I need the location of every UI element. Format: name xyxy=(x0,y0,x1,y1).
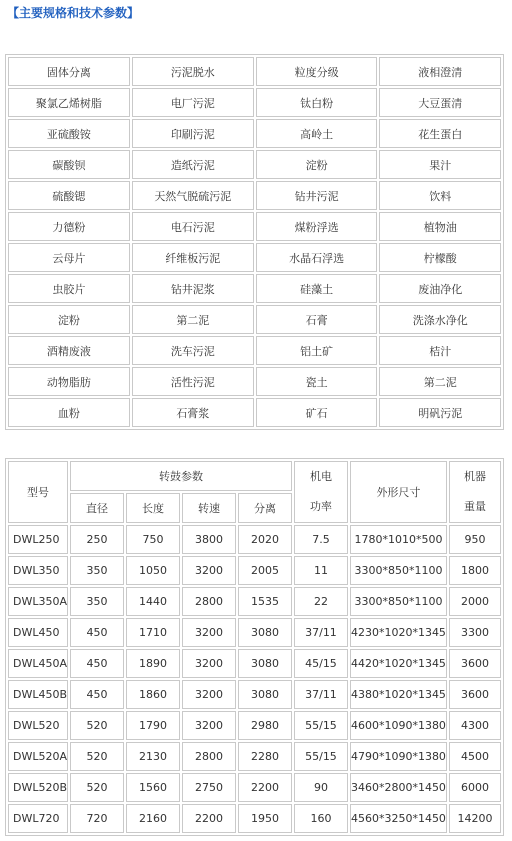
spec-cell-power: 7.5 xyxy=(294,525,348,554)
spec-cell-power: 37/11 xyxy=(294,618,348,647)
spec-cell-speed: 2200 xyxy=(182,804,236,833)
application-cell: 血粉 xyxy=(8,398,130,427)
header-diameter: 直径 xyxy=(70,493,124,523)
application-cell: 粒度分级 xyxy=(256,57,378,86)
application-row xyxy=(8,243,501,272)
spec-cell-model: DWL450B xyxy=(8,680,68,709)
spec-cell-separation: 2200 xyxy=(238,773,292,802)
application-cell: 纤维板污泥 xyxy=(132,243,254,272)
spec-cell-diameter: 450 xyxy=(70,680,124,709)
spec-cell-model: DWL350 xyxy=(8,556,68,585)
spec-row xyxy=(8,742,501,771)
spec-cell-length: 1560 xyxy=(126,773,180,802)
application-cell: 亚硫酸铵 xyxy=(8,119,130,148)
specifications-table-body xyxy=(8,525,501,833)
application-cell: 酒精废液 xyxy=(8,336,130,365)
spec-cell-weight: 2000 xyxy=(449,587,501,616)
spec-row xyxy=(8,556,501,585)
application-row xyxy=(8,305,501,334)
application-row xyxy=(8,57,501,86)
application-cell: 污泥脱水 xyxy=(132,57,254,86)
spec-cell-speed: 3200 xyxy=(182,649,236,678)
application-cell: 聚氯乙烯树脂 xyxy=(8,88,130,117)
spec-cell-length: 1710 xyxy=(126,618,180,647)
application-cell: 硫酸锶 xyxy=(8,181,130,210)
spec-cell-length: 2160 xyxy=(126,804,180,833)
spec-cell-length: 750 xyxy=(126,525,180,554)
application-cell: 虫胶片 xyxy=(8,274,130,303)
spec-cell-diameter: 350 xyxy=(70,556,124,585)
spec-cell-dimensions: 4600*1090*1380 xyxy=(350,711,447,740)
application-row xyxy=(8,274,501,303)
spec-cell-power: 55/15 xyxy=(294,742,348,771)
application-row xyxy=(8,181,501,210)
spec-cell-power: 55/15 xyxy=(294,711,348,740)
header-dimensions: 外形尺寸 xyxy=(350,461,447,523)
application-row xyxy=(8,336,501,365)
header-drum-parameters: 转鼓参数 xyxy=(70,461,292,491)
application-cell: 造纸污泥 xyxy=(132,150,254,179)
header-power xyxy=(294,461,348,523)
application-cell: 柠檬酸 xyxy=(379,243,501,272)
application-cell: 固体分离 xyxy=(8,57,130,86)
spec-cell-separation: 2980 xyxy=(238,711,292,740)
spec-cell-separation: 1950 xyxy=(238,804,292,833)
application-cell: 植物油 xyxy=(379,212,501,241)
application-row xyxy=(8,119,501,148)
application-cell: 动物脂肪 xyxy=(8,367,130,396)
application-row xyxy=(8,367,501,396)
application-cell: 钻井污泥 xyxy=(256,181,378,210)
spec-row xyxy=(8,525,501,554)
header-power-line2: 功率 xyxy=(309,500,332,513)
spec-cell-diameter: 520 xyxy=(70,711,124,740)
application-cell: 铝土矿 xyxy=(256,336,378,365)
spec-cell-separation: 3080 xyxy=(238,649,292,678)
spec-cell-model: DWL520 xyxy=(8,711,68,740)
application-cell: 明矾污泥 xyxy=(379,398,501,427)
spec-cell-weight: 950 xyxy=(449,525,501,554)
spec-cell-length: 1440 xyxy=(126,587,180,616)
spec-cell-length: 2130 xyxy=(126,742,180,771)
spec-cell-diameter: 450 xyxy=(70,649,124,678)
application-cell: 活性污泥 xyxy=(132,367,254,396)
spec-cell-dimensions: 4790*1090*1380 xyxy=(350,742,447,771)
application-cell: 液相澄清 xyxy=(379,57,501,86)
spec-row xyxy=(8,680,501,709)
header-weight xyxy=(449,461,501,523)
spec-cell-power: 90 xyxy=(294,773,348,802)
application-row xyxy=(8,88,501,117)
spec-cell-diameter: 520 xyxy=(70,742,124,771)
spec-cell-dimensions: 3460*2800*1450 xyxy=(350,773,447,802)
spec-cell-power: 160 xyxy=(294,804,348,833)
application-cell: 淀粉 xyxy=(256,150,378,179)
spec-cell-separation: 2280 xyxy=(238,742,292,771)
application-cell: 硅藻土 xyxy=(256,274,378,303)
application-cell: 瓷土 xyxy=(256,367,378,396)
application-cell: 淀粉 xyxy=(8,305,130,334)
application-cell: 第二泥 xyxy=(132,305,254,334)
application-cell: 力德粉 xyxy=(8,212,130,241)
spec-cell-dimensions: 4420*1020*1345 xyxy=(350,649,447,678)
spec-cell-model: DWL450 xyxy=(8,618,68,647)
spec-cell-dimensions: 3300*850*1100 xyxy=(350,587,447,616)
spec-cell-speed: 3200 xyxy=(182,556,236,585)
application-cell: 高岭土 xyxy=(256,119,378,148)
spec-cell-model: DWL720 xyxy=(8,804,68,833)
spec-cell-diameter: 520 xyxy=(70,773,124,802)
spec-cell-dimensions: 4560*3250*1450 xyxy=(350,804,447,833)
application-cell: 洗车污泥 xyxy=(132,336,254,365)
application-cell: 石膏浆 xyxy=(132,398,254,427)
spec-cell-model: DWL350A xyxy=(8,587,68,616)
spec-cell-weight: 14200 xyxy=(449,804,501,833)
spec-cell-power: 22 xyxy=(294,587,348,616)
application-cell: 煤粉浮选 xyxy=(256,212,378,241)
spec-cell-diameter: 250 xyxy=(70,525,124,554)
spec-row xyxy=(8,804,501,833)
spec-cell-diameter: 350 xyxy=(70,587,124,616)
spec-cell-weight: 3300 xyxy=(449,618,501,647)
spec-cell-weight: 4300 xyxy=(449,711,501,740)
header-speed: 转速 xyxy=(182,493,236,523)
application-cell: 洗涤水净化 xyxy=(379,305,501,334)
spec-cell-speed: 2800 xyxy=(182,587,236,616)
spec-cell-length: 1790 xyxy=(126,711,180,740)
application-cell: 云母片 xyxy=(8,243,130,272)
application-cell: 花生蛋白 xyxy=(379,119,501,148)
spec-cell-speed: 3200 xyxy=(182,618,236,647)
application-cell: 钻井泥浆 xyxy=(132,274,254,303)
spec-row xyxy=(8,618,501,647)
application-cell: 印刷污泥 xyxy=(132,119,254,148)
spec-row xyxy=(8,773,501,802)
application-row xyxy=(8,398,501,427)
spec-cell-length: 1860 xyxy=(126,680,180,709)
spec-row xyxy=(8,649,501,678)
application-cell: 大豆蛋清 xyxy=(379,88,501,117)
application-cell: 废油净化 xyxy=(379,274,501,303)
spec-cell-length: 1890 xyxy=(126,649,180,678)
application-cell: 第二泥 xyxy=(379,367,501,396)
spec-cell-length: 1050 xyxy=(126,556,180,585)
application-cell: 天然气脱硫污泥 xyxy=(132,181,254,210)
spec-cell-separation: 2005 xyxy=(238,556,292,585)
spec-cell-speed: 2800 xyxy=(182,742,236,771)
header-weight-line2: 重量 xyxy=(463,500,486,513)
spec-row xyxy=(8,711,501,740)
application-cell: 石膏 xyxy=(256,305,378,334)
spec-cell-dimensions: 1780*1010*500 xyxy=(350,525,447,554)
spec-cell-dimensions: 4380*1020*1345 xyxy=(350,680,447,709)
spec-cell-model: DWL520B xyxy=(8,773,68,802)
spec-cell-model: DWL520A xyxy=(8,742,68,771)
application-cell: 矿石 xyxy=(256,398,378,427)
header-row-1 xyxy=(8,461,501,491)
application-row xyxy=(8,212,501,241)
specifications-table-head xyxy=(8,461,501,523)
spec-cell-speed: 2750 xyxy=(182,773,236,802)
spec-cell-diameter: 450 xyxy=(70,618,124,647)
spec-cell-diameter: 720 xyxy=(70,804,124,833)
applications-table xyxy=(5,54,504,430)
applications-table-body xyxy=(8,57,501,427)
application-cell: 电石污泥 xyxy=(132,212,254,241)
spec-cell-speed: 3200 xyxy=(182,711,236,740)
spec-cell-speed: 3200 xyxy=(182,680,236,709)
spec-cell-power: 45/15 xyxy=(294,649,348,678)
spec-cell-separation: 3080 xyxy=(238,680,292,709)
spec-cell-separation: 2020 xyxy=(238,525,292,554)
spec-cell-dimensions: 4230*1020*1345 xyxy=(350,618,447,647)
spec-cell-separation: 1535 xyxy=(238,587,292,616)
spec-cell-weight: 3600 xyxy=(449,680,501,709)
spec-cell-dimensions: 3300*850*1100 xyxy=(350,556,447,585)
spec-cell-speed: 3800 xyxy=(182,525,236,554)
header-power-line1: 机电 xyxy=(309,470,332,483)
application-cell: 果汁 xyxy=(379,150,501,179)
header-model: 型号 xyxy=(8,461,68,523)
application-cell: 电厂污泥 xyxy=(132,88,254,117)
header-length: 长度 xyxy=(126,493,180,523)
spec-cell-weight: 6000 xyxy=(449,773,501,802)
page-heading: 【主要规格和技术参数】 xyxy=(7,6,140,20)
application-cell: 桔汁 xyxy=(379,336,501,365)
application-cell: 钛白粉 xyxy=(256,88,378,117)
application-cell: 碳酸钡 xyxy=(8,150,130,179)
application-row xyxy=(8,150,501,179)
spec-cell-weight: 3600 xyxy=(449,649,501,678)
spec-cell-model: DWL250 xyxy=(8,525,68,554)
spec-cell-weight: 1800 xyxy=(449,556,501,585)
spec-cell-weight: 4500 xyxy=(449,742,501,771)
spec-cell-model: DWL450A xyxy=(8,649,68,678)
specifications-table xyxy=(5,458,504,836)
application-cell: 水晶石浮选 xyxy=(256,243,378,272)
header-separation: 分离 xyxy=(238,493,292,523)
application-cell: 饮料 xyxy=(379,181,501,210)
header-weight-line1: 机器 xyxy=(463,470,486,483)
spec-row xyxy=(8,587,501,616)
spec-cell-power: 37/11 xyxy=(294,680,348,709)
spec-cell-power: 11 xyxy=(294,556,348,585)
spec-cell-separation: 3080 xyxy=(238,618,292,647)
